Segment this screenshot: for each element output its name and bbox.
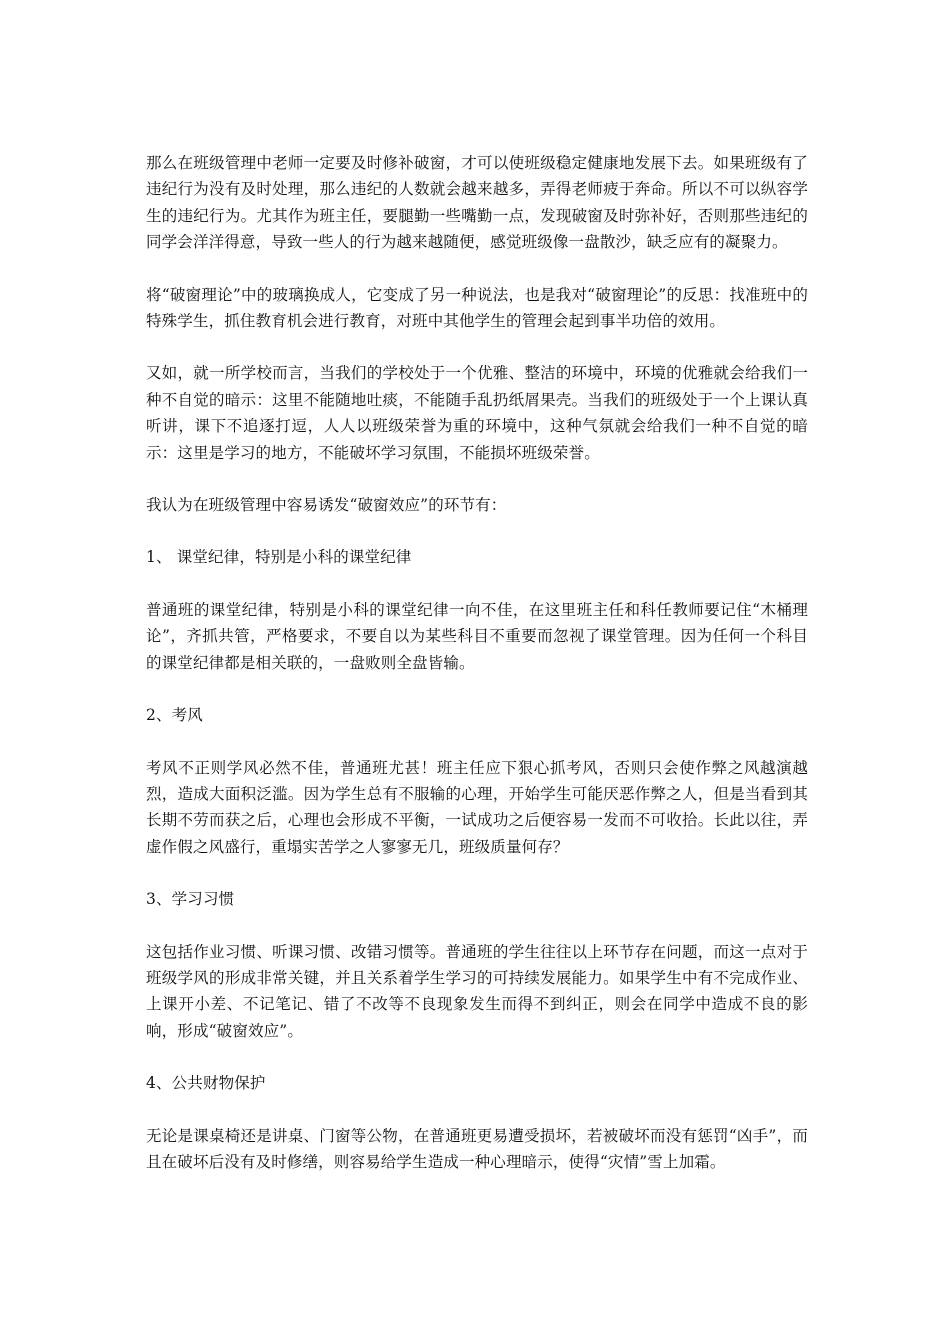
- document-page: [146, 150, 808, 1201]
- heading-study-habits: 3、学习习惯: [146, 890, 235, 909]
- paragraph-study-habits: 这包括作业习惯、听课习惯、改错习惯等。普通班的学生往往以上环节存在问题，而这一点对于班级学风的形成非常关键，并且关系着学生学习的可持续发展能力。如果学生中有不完成作业、上课开小差、不记笔记、错了不改等不良现象发生而得不到纠正，则会在同学中造成不良的影响，形成“破窗效应”。: [146, 942, 808, 1040]
- paragraph-school-environment: 又如，就一所学校而言，当我们的学校处于一个优雅、整洁的环境中，环境的优雅就会给我们一种不自觉的暗示：这里不能随地吐痰，不能随手乱扔纸屑果壳。当我们的班级处于一个上课认真听讲，课下不追逐打逗，人人以班级荣誉为重的环境中，这种气氛就会给我们一种不自觉的暗示：这里是学习的地方，不能破坏学习氛围，不能损坏班级荣誉。: [146, 364, 808, 462]
- paragraph-classroom-discipline: 普通班的课堂纪律，特别是小科的课堂纪律一向不佳，在这里班主任和科任教师要记住“木桶理论”，齐抓共管，严格要求，不要自以为某些科目不重要而忽视了课堂管理。因为任何一个科目的课堂纪律都是相关联的，一盘败则全盘皆输。: [146, 600, 808, 672]
- paragraph-public-property: 无论是课桌椅还是讲桌、门窗等公物，在普通班更易遭受损坏，若被破坏而没有惩罚“凶手”，而且在破坏后没有及时修缮，则容易给学生造成一种心理暗示，使得“灾情”雪上加霜。: [146, 1126, 808, 1171]
- paragraph-exam-conduct: 考风不正则学风必然不佳，普通班尤甚！班主任应下狠心抓考风，否则只会使作弊之风越演越烈，造成大面积泛滥。因为学生总有不服输的心理，开始学生可能厌恶作弊之人，但是当看到其长期不劳而获之后，心理也会形成不平衡，一试成功之后便容易一发而不可收拾。长此以往，弄虚作假之风盛行，重塌实苦学之人寥寥无几，班级质量何存？: [146, 758, 808, 856]
- paragraph-intro-list: 我认为在班级管理中容易诱发“破窗效应”的环节有：: [146, 496, 507, 515]
- paragraph-glass-to-people: 将“破窗理论”中的玻璃换成人，它变成了另一种说法，也是我对“破窗理论”的反思：找准班中的特殊学生，抓住教育机会进行教育，对班中其他学生的管理会起到事半功倍的效用。: [146, 285, 808, 331]
- heading-exam-conduct: 2、考风: [146, 706, 203, 725]
- heading-classroom-discipline: 1、 课堂纪律，特别是小科的课堂纪律: [146, 548, 412, 567]
- paragraph-mend-broken-windows: 那么在班级管理中老师一定要及时修补破窗，才可以使班级稳定健康地发展下去。如果班级有了违纪行为没有及时处理，那么违纪的人数就会越来越多，弄得老师疲于奔命。所以不可以纵容学生的违纪行为。尤其作为班主任，要腿勤一些嘴勤一点，发现破窗及时弥补好，否则那些违纪的同学会洋洋得意，导致一些人的行为越来越随便，感觉班级像一盘散沙，缺乏应有的凝聚力。: [146, 154, 808, 252]
- heading-public-property: 4、公共财物保护: [146, 1074, 266, 1093]
